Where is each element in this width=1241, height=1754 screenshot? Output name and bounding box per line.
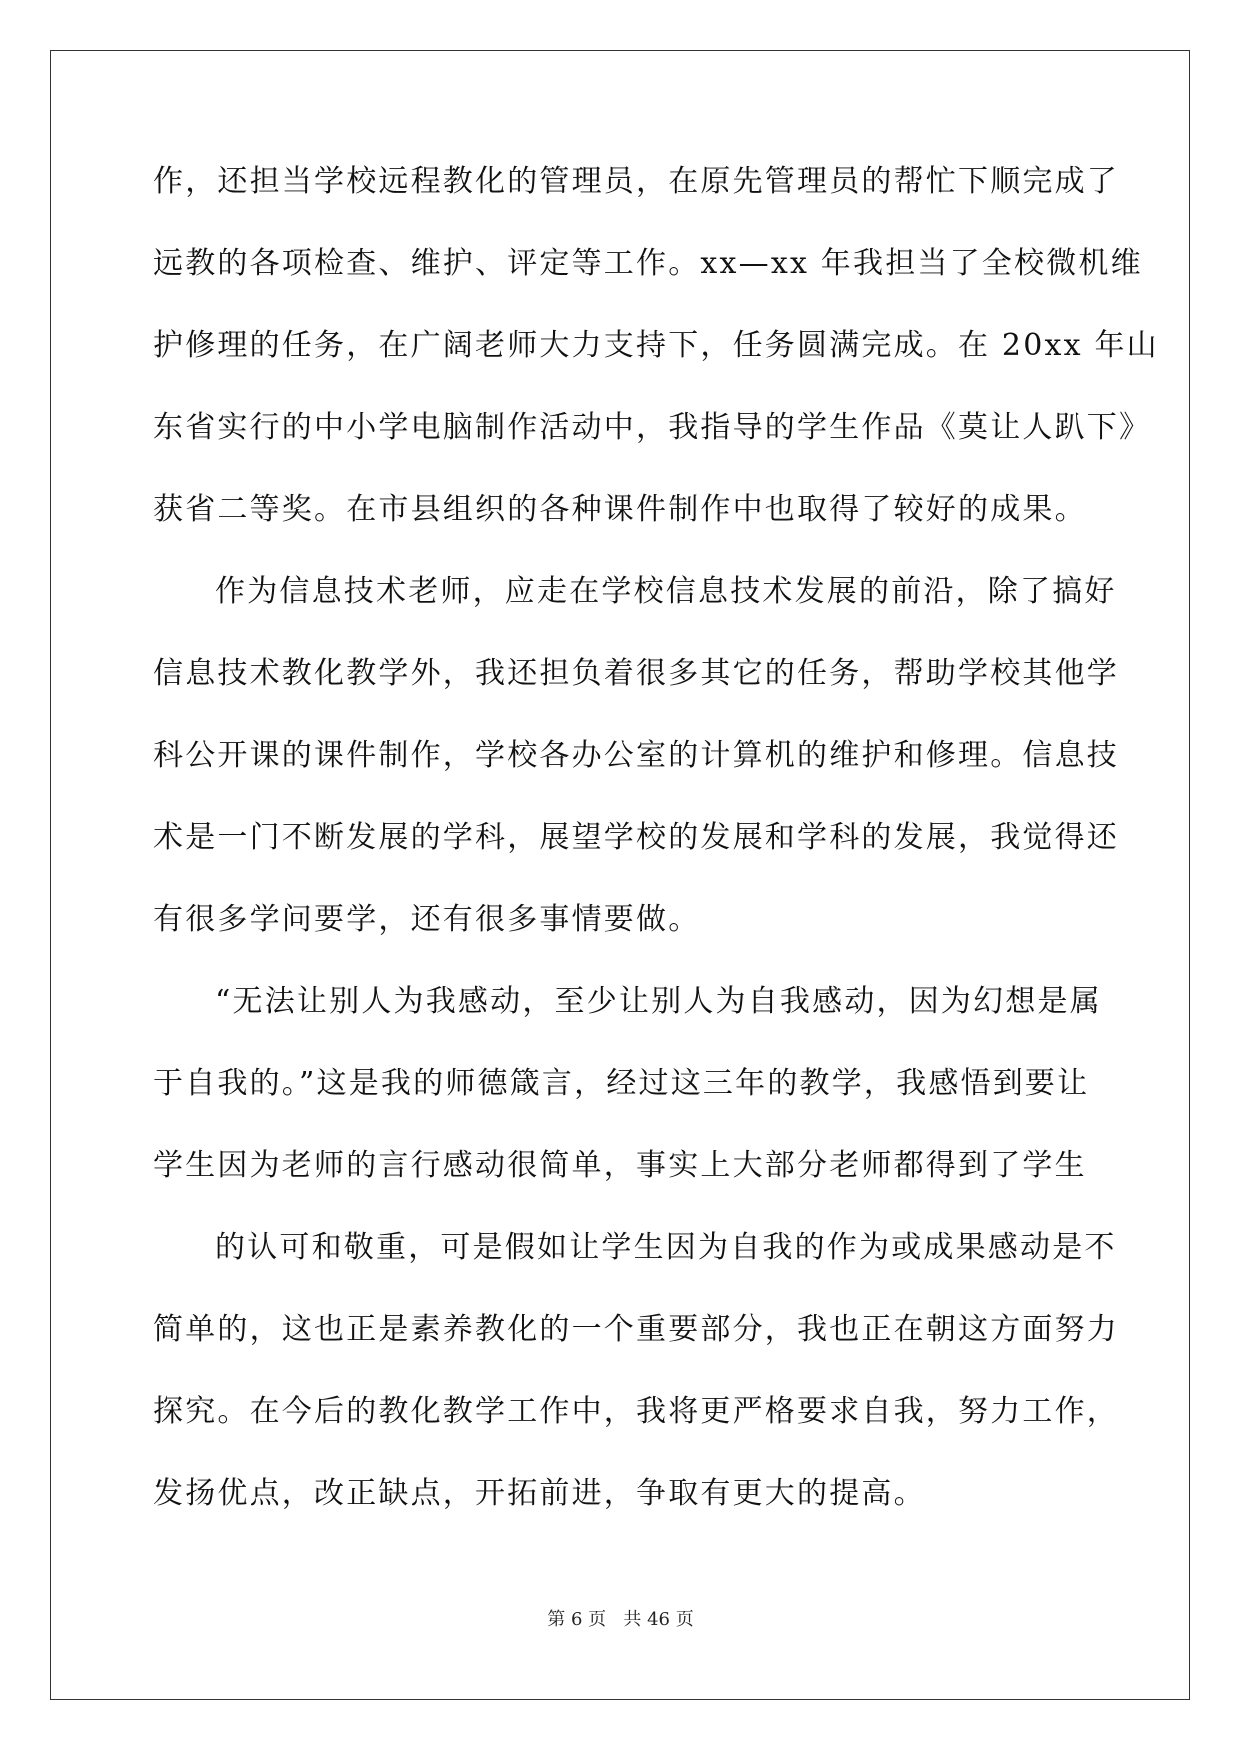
- text-line: 东省实行的中小学电脑制作活动中，我指导的学生作品《莫让人趴下》: [153, 410, 1152, 445]
- text-line: 获省二等奖。在市县组织的各种课件制作中也取得了较好的成果。: [153, 492, 1087, 527]
- text-line: 于自我的。”这是我的师德箴言，经过这三年的教学，我感悟到要让: [153, 1066, 1090, 1101]
- text-line: 发扬优点，改正缺点，开拓前进，争取有更大的提高。: [153, 1476, 926, 1511]
- text-line: 信息技术教化教学外，我还担负着很多其它的任务，帮助学校其他学: [153, 656, 1119, 691]
- text-line: 护修理的任务，在广阔老师大力支持下，任务圆满完成。在 20xx 年山: [153, 328, 1159, 363]
- text-line: 科公开课的课件制作，学校各办公室的计算机的维护和修理。信息技: [153, 738, 1119, 773]
- text-line: 的认可和敬重，可是假如让学生因为自我的作为或成果感动是不: [215, 1230, 1117, 1265]
- text-line: 学生因为老师的言行感动很简单，事实上大部分老师都得到了学生: [153, 1148, 1087, 1183]
- text-line: 术是一门不断发展的学科，展望学校的发展和学科的发展，我觉得还: [153, 820, 1119, 855]
- page-number-footer: 第 6 页 共 46 页: [547, 1609, 694, 1630]
- document-body: [153, 157, 1159, 1551]
- text-line: 远教的各项检查、维护、评定等工作。xx—xx 年我担当了全校微机维: [153, 246, 1143, 281]
- text-line: 作为信息技术老师，应走在学校信息技术发展的前沿，除了搞好: [215, 574, 1117, 609]
- text-line: “无法让别人为我感动，至少让别人为自我感动，因为幻想是属: [215, 984, 1102, 1019]
- text-line: 有很多学问要学，还有很多事情要做。: [153, 902, 701, 937]
- text-line: 探究。在今后的教化教学工作中，我将更严格要求自我，努力工作，: [153, 1394, 1119, 1429]
- text-line: 简单的，这也正是素养教化的一个重要部分，我也正在朝这方面努力: [153, 1312, 1119, 1347]
- text-line: 作，还担当学校远程教化的管理员，在原先管理员的帮忙下顺完成了: [153, 164, 1119, 199]
